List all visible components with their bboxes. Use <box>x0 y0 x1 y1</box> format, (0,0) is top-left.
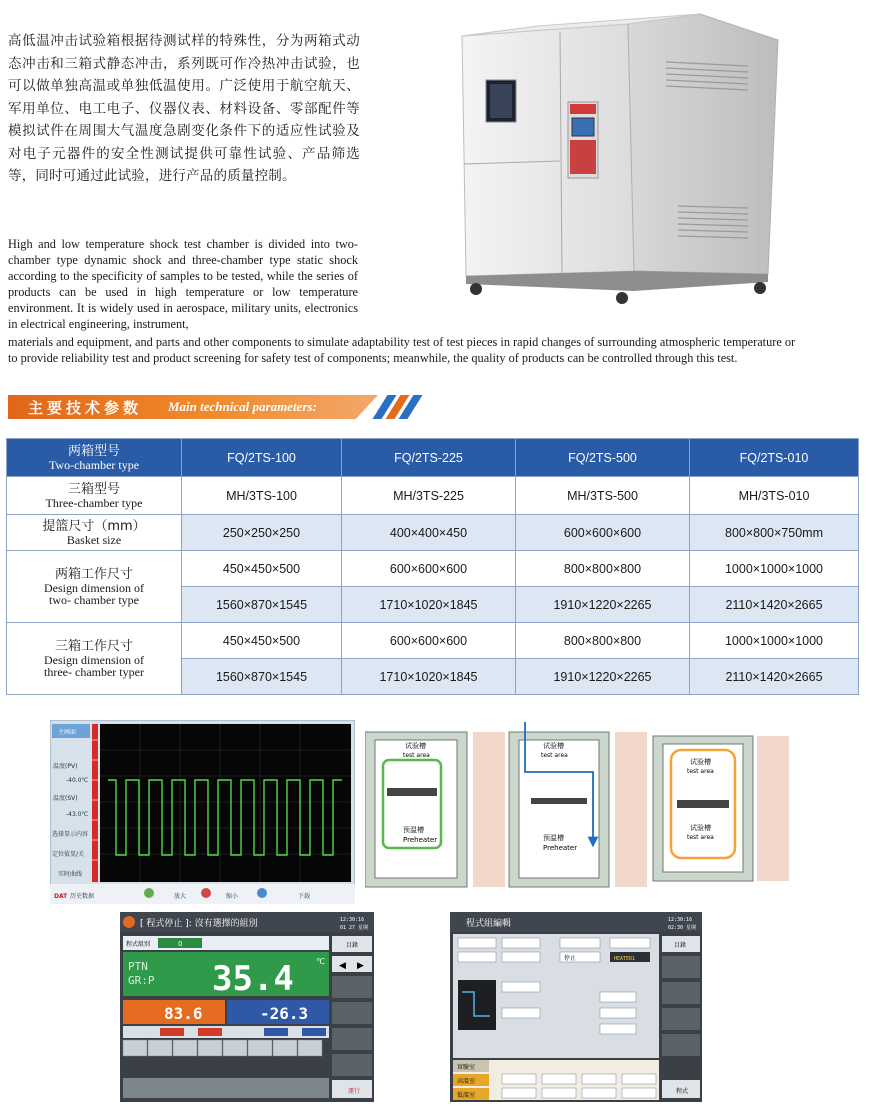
table-cell: 450×450×500 <box>182 551 342 587</box>
row-label-en: two- chamber type <box>49 593 139 607</box>
row-label-en: Two-chamber type <box>48 458 140 472</box>
row-label <box>7 439 182 477</box>
table-cell: 1910×1220×2265 <box>516 587 690 623</box>
table-cell: FQ/2TS-225 <box>342 439 516 477</box>
curve-bottom-item: DAT <box>54 893 68 900</box>
diagram-preheater-cn: 预温槽 <box>403 826 424 834</box>
curve-bottom-item: 历史数据 <box>70 893 95 900</box>
intro-english-line-2: to provide reliability test and product screening for safety test of components; meanwhile, the quality of products can be controlled through this test. <box>8 351 738 365</box>
row-label-cn: 三箱工作尺寸 <box>54 639 133 654</box>
intro-english-line-1: materials and equipment, and parts and other components to simulate adaptability test of test pieces in rapid changes of surrounding atmospheric temperature or <box>8 335 796 349</box>
temperature-curve-screen <box>50 720 355 904</box>
row-label <box>7 623 182 695</box>
panel-a-prog-value: 0 <box>178 940 183 948</box>
row-label-cn: 提篮尺寸（mm） <box>42 519 146 534</box>
curve-side-item: 主画面 <box>58 729 77 736</box>
panel-a-date: 01 27 星期 <box>340 925 369 931</box>
table-cell: FQ/2TS-010 <box>690 439 859 477</box>
diagram-test-area-cn: 试验槽 <box>543 742 564 750</box>
table-cell: MH/3TS-500 <box>516 477 690 515</box>
table-cell: 250×250×250 <box>182 515 342 551</box>
curve-bottom-item: 缩小 <box>226 893 239 900</box>
panel-b-row: 高溫室 <box>457 1078 476 1085</box>
panel-b-table-header: 實驗室 <box>457 1064 476 1071</box>
table-cell: 450×450×500 <box>182 623 342 659</box>
panel-b-menu[interactable]: 目錄 <box>674 942 687 949</box>
table-cell: 400×400×450 <box>342 515 516 551</box>
table-cell: 1560×870×1545 <box>182 587 342 623</box>
table-cell: 2110×1420×2665 <box>690 659 859 695</box>
row-label-cn: 两箱型号 <box>67 444 120 459</box>
panel-a-time: 12:30:16 <box>340 917 365 923</box>
diagram-preheater-cn: 预温槽 <box>543 834 564 842</box>
curve-side-item: 定位值显/关 <box>52 851 85 858</box>
panel-a-run-button[interactable]: 運行 <box>348 1088 361 1095</box>
table-cell: 2110×1420×2665 <box>690 587 859 623</box>
diagram-test-area-en: test area <box>687 768 714 775</box>
panel-b-time: 12:30:16 <box>668 917 693 923</box>
intro-english-paragraph: High and low temperature shock test chamber is divided into two-chamber type dynamic shock and three-chamber type static shock according to the specificity of samples to be tested, while the series of products can be used in high temperature or low temperature environment. It is widely used in aerospace, military units, electronics in electrical engineering, instrument, <box>8 237 358 331</box>
panel-a-high-value: 83.6 <box>164 1004 203 1023</box>
diagram-test-area-cn: 试验槽 <box>690 758 711 766</box>
curve-bottom-item: 下载 <box>298 893 311 900</box>
panel-b-stop: 停止 <box>564 955 577 962</box>
diagram-test-area-en: test area <box>541 752 568 759</box>
row-label-cn: 两箱工作尺寸 <box>54 567 133 582</box>
panel-b-prog-button[interactable]: 程式 <box>676 1088 689 1095</box>
table-cell: 1710×1020×1845 <box>342 659 516 695</box>
panel-a-title: [ 程式停止 ]: 沒有選擇的組別 <box>140 919 258 929</box>
diagram-test-area-cn: 试验槽 <box>405 742 426 750</box>
table-cell: 1710×1020×1845 <box>342 587 516 623</box>
diagram-test-area-en: test area <box>687 834 714 841</box>
table-cell: 1000×1000×1000 <box>690 551 859 587</box>
table-cell: FQ/2TS-500 <box>516 439 690 477</box>
row-label-en: Design dimension of <box>44 653 144 667</box>
row-label <box>7 551 182 623</box>
panel-b-date: 02:30 星期 <box>668 925 697 931</box>
table-row <box>7 439 859 477</box>
row-label-en: Three-chamber type <box>45 496 143 510</box>
table-cell: MH/3TS-010 <box>690 477 859 515</box>
table-row <box>7 623 859 659</box>
row-label <box>7 515 182 551</box>
table-cell: 600×600×600 <box>342 551 516 587</box>
panel-b-row: 低溫室 <box>457 1092 476 1099</box>
diagram-preheater-en: Preheater <box>543 844 578 852</box>
spec-table <box>6 438 859 695</box>
program-edit-screen <box>450 912 702 1102</box>
panel-a-ptn: PTN <box>128 960 148 973</box>
table-cell: 800×800×750mm <box>690 515 859 551</box>
panel-a-grp: GR:P <box>128 974 155 987</box>
row-label-cn: 三箱型号 <box>67 482 120 497</box>
table-cell: 1560×870×1545 <box>182 659 342 695</box>
table-cell: 1000×1000×1000 <box>690 623 859 659</box>
curve-side-item: 温度(SV) <box>53 795 78 802</box>
table-row <box>7 515 859 551</box>
panel-a-main-unit: ℃ <box>316 957 325 966</box>
section-banner <box>8 395 420 419</box>
intro-chinese-paragraph: 高低温冲击试验箱根据待测试样的特殊性，分为两箱式动态冲击和三箱式静态冲击，系列既可作冷热冲击试验，也可以做单独高温或单独低温使用。广泛使用于航空航天、军用单位、电工电子、仪器仪表、材料设备、零部配件等模拟试件在周围大气温度急剧变化条件下的适应性试验及对电子元器件的安全性测试提供可靠性试验、产品筛选等，同时可通过此试验，进行产品的质量控制。 <box>8 33 360 184</box>
controller-run-screen <box>120 912 374 1102</box>
intro-english-continuation <box>8 334 864 366</box>
row-label-en: three- chamber typer <box>44 665 144 679</box>
table-cell: 600×600×600 <box>342 623 516 659</box>
banner-title-en: Main technical parameters: <box>168 399 317 414</box>
curve-side-item: -43.0℃ <box>66 811 89 818</box>
table-cell: 600×600×600 <box>516 515 690 551</box>
panel-a-low-value: -26.3 <box>260 1004 309 1023</box>
curve-bottom-item: 放大 <box>174 893 187 900</box>
table-cell: 800×800×800 <box>516 551 690 587</box>
row-label <box>7 477 182 515</box>
curve-side-item: 温度(PV) <box>53 763 78 770</box>
panel-b-heater: HEATER1 <box>614 956 636 962</box>
table-row <box>7 477 859 515</box>
panel-a-prog-label: 程式組別 <box>126 941 151 948</box>
curve-side-item: 选择显示内容 <box>52 831 89 838</box>
row-label-en: Design dimension of <box>44 581 144 595</box>
table-cell: 800×800×800 <box>516 623 690 659</box>
row-label-en: Basket size <box>66 533 122 547</box>
right-arrow-icon[interactable]: ▶ <box>357 961 364 971</box>
banner-title-cn: 主要技术参数 <box>28 399 143 417</box>
diagram-test-area-en: test area <box>403 752 430 759</box>
curve-side-item: -40.0℃ <box>66 777 89 784</box>
curve-side-item: 实时曲线 <box>58 871 83 878</box>
table-cell: 1910×1220×2265 <box>516 659 690 695</box>
diagram-preheater-en: Preheater <box>403 836 438 844</box>
table-cell: MH/3TS-225 <box>342 477 516 515</box>
table-row <box>7 551 859 587</box>
left-arrow-icon[interactable]: ◀ <box>339 961 346 971</box>
table-cell: MH/3TS-100 <box>182 477 342 515</box>
airflow-diagrams <box>365 722 790 897</box>
diagram-test-area-cn: 试验槽 <box>690 824 711 832</box>
product-photo <box>448 6 784 311</box>
panel-b-title: 程式組編輯 <box>466 919 512 929</box>
panel-a-main-value: 35.4 <box>212 959 294 999</box>
table-cell: FQ/2TS-100 <box>182 439 342 477</box>
panel-a-menu: 目錄 <box>346 942 359 949</box>
